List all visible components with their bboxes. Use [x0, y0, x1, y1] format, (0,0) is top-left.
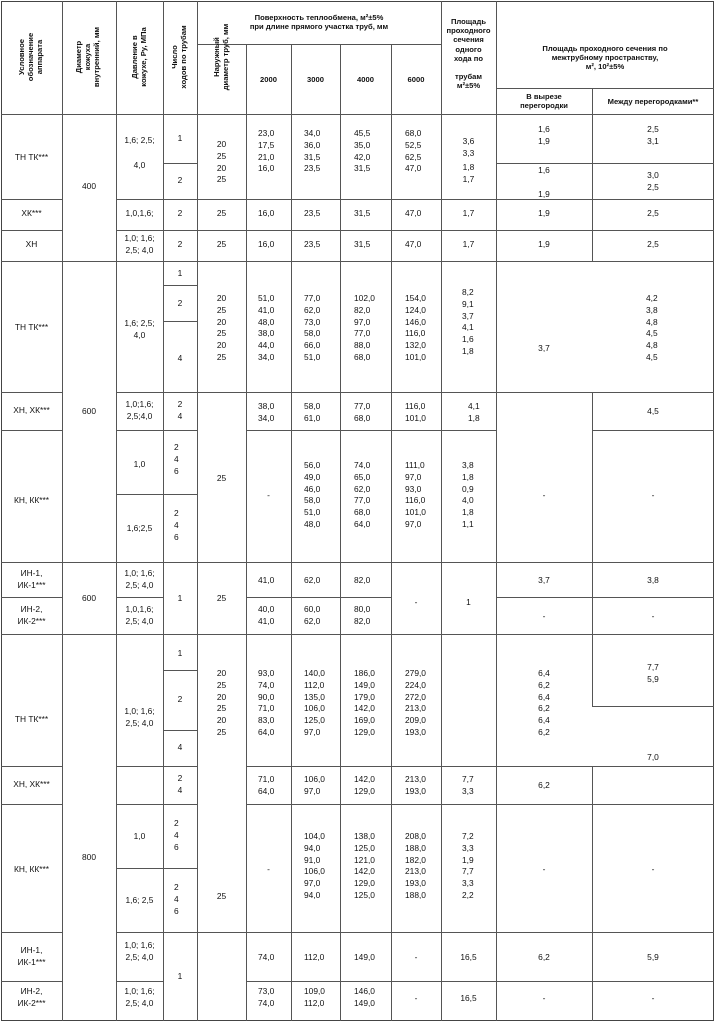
in-cut-cell: 3,7 [538, 343, 550, 353]
header-surface: Поверхность теплообмена, м²±5% при длине прямого участка труб, мм [249, 13, 389, 32]
pressure-cell: 1,6; 2,5; [124, 135, 155, 145]
header-between: Между перегородками** [607, 97, 699, 106]
surface-2000-cell: 93,0 74,0 90,0 71,0 83,0 64,0 [258, 668, 275, 737]
surface-3000-cell: 104,0 94,0 91,0 106,0 97,0 94,0 [304, 831, 325, 900]
surface-2000-cell: 40,0 41,0 [258, 604, 275, 626]
passes-cell: 2 4 6 [174, 818, 179, 852]
between-cell: 5,9 [647, 952, 659, 962]
passes-cell: 2 4 [177, 773, 183, 795]
designation-cell: ИН-1, ИК-1*** [17, 568, 46, 590]
tube-diameter-cell: 20 25 20 25 20 25 [216, 293, 227, 362]
surface-4000-cell: 45,5 35,0 42,0 31,5 [354, 128, 371, 174]
tube-diameter-cell: 25 [216, 239, 227, 249]
surface-2000-cell: 41,0 [258, 575, 275, 585]
surface-2000-cell: 23,0 17,5 21,0 16,0 [258, 128, 275, 174]
pass-area-cell: 3,8 1,8 0,9 4,0 1,8 1,1 [462, 460, 474, 529]
header-passes: Число ходов по трубам [170, 25, 189, 89]
between-cell: 2,5 [647, 208, 659, 218]
pressure-cell: 4,0 [133, 160, 146, 170]
pass-area-cell: 7,2 3,3 1,9 7,7 3,3 2,2 [462, 831, 474, 900]
pass-area-cell: 4,1 1,8 [468, 401, 480, 423]
diameter-cell: 400 [82, 181, 96, 191]
surface-6000-cell: 208,0 188,0 182,0 213,0 193,0 188,0 [405, 831, 426, 900]
between-cell: 4,5 [647, 406, 659, 416]
header-shell-area: Площадь проходного сечения по межтрубному пространству, м², 10²±5% [542, 44, 668, 72]
surface-4000-cell: 31,5 [354, 239, 371, 249]
surface-3000-cell: 34,0 36,0 31,5 23,5 [304, 128, 321, 174]
in-cut-cell: 1,6 1,9 [538, 165, 550, 199]
surface-6000-cell: - [414, 952, 418, 962]
surface-3000-cell: 77,0 62,0 73,0 58,0 66,0 51,0 [304, 293, 321, 362]
surface-2000-cell: 51,0 41,0 48,0 38,0 44,0 34,0 [258, 293, 275, 362]
surface-3000-cell: 56,0 49,0 46,0 58,0 51,0 48,0 [304, 460, 321, 529]
pressure-cell: 1,6; 2,5 [125, 895, 154, 905]
header-len-3000: 3000 [307, 75, 324, 84]
designation-cell: ХК*** [21, 208, 42, 218]
passes-cell: 2 [177, 298, 183, 308]
passes-cell: 2 [177, 694, 183, 704]
between-cell: 3,0 2,5 [647, 170, 659, 192]
in-cut-cell: - [542, 611, 546, 621]
between-cell: - [651, 611, 655, 621]
surface-6000-cell: - [414, 993, 418, 1003]
passes-cell: 2 4 [177, 399, 183, 421]
passes-cell: 2 4 6 [174, 508, 179, 542]
passes-cell: 1 [177, 971, 183, 981]
surface-3000-cell: 112,0 [304, 952, 325, 962]
surface-4000-cell: 146,0 149,0 [354, 986, 375, 1008]
designation-cell: ИН-1, ИК-1*** [17, 945, 46, 967]
pressure-cell: 1,0,1,6; [125, 208, 154, 218]
pressure-cell: 1,6; 2,5; 4,0 [124, 318, 155, 340]
surface-3000-cell: 109,0 112,0 [304, 986, 325, 1008]
surface-3000-cell: 106,0 97,0 [304, 774, 325, 796]
header-designation: Условное обозначение аппарата [17, 32, 45, 82]
surface-3000-cell: 62,0 [304, 575, 321, 585]
passes-cell: 4 [177, 742, 183, 752]
designation-cell: ИН-2, ИК-2*** [17, 986, 46, 1008]
pressure-cell: 1,0; 1,6; 2,5; 4,0 [124, 706, 155, 728]
pressure-cell: 1,0; 1,6; 2,5; 4,0 [124, 986, 155, 1008]
tube-diameter-cell: 25 [216, 593, 227, 603]
pass-area-cell: 1,7 [462, 208, 475, 218]
pass-area-cell: 16,5 [460, 952, 477, 962]
surface-6000-cell: 154,0 124,0 146,0 116,0 132,0 101,0 [405, 293, 426, 362]
surface-4000-cell: 82,0 [354, 575, 371, 585]
surface-4000-cell: 186,0 149,0 179,0 142,0 169,0 129,0 [354, 668, 375, 737]
between-cell: 4,2 3,8 4,8 4,5 4,8 4,5 [646, 293, 658, 362]
pass-area-cell: 1,8 1,7 [462, 162, 475, 184]
surface-2000-cell: - [267, 490, 270, 500]
tube-diameter-cell: 25 [216, 208, 227, 218]
between-cell: 7,7 5,9 [647, 662, 659, 684]
designation-cell: ИН-2, ИК-2*** [17, 604, 46, 626]
surface-6000-cell: 68,0 52,5 62,5 47,0 [405, 128, 422, 174]
tube-diameter-cell: 20 25 20 25 [216, 139, 227, 185]
designation-cell: КН, КК*** [13, 864, 50, 874]
pass-area-cell: 3,6 3,3 [462, 136, 475, 158]
pass-area-cell: 1,7 [462, 239, 475, 249]
pressure-cell: 1,0; 1,6; 2,5; 4,0 [124, 568, 155, 590]
diameter-cell: 600 [82, 593, 96, 603]
surface-4000-cell: 31,5 [354, 208, 371, 218]
in-cut-cell: 3,7 [538, 575, 550, 585]
header-pressure: Давление в кожухе, Ру, МПа [130, 27, 149, 87]
surface-4000-cell: 74,0 65,0 62,0 77,0 68,0 64,0 [354, 460, 371, 529]
surface-4000-cell: 149,0 [354, 952, 375, 962]
passes-cell: 1 [177, 648, 183, 658]
designation-cell: ТН ТК*** [14, 322, 49, 332]
pressure-cell: 1,0,1,6; 2,5; 4,0 [125, 604, 154, 626]
passes-cell: 1 [177, 268, 183, 278]
diameter-cell: 800 [82, 852, 96, 862]
tube-diameter-cell: 25 [216, 891, 227, 901]
between-cell: - [651, 993, 655, 1003]
passes-cell: 2 [177, 208, 183, 218]
pass-area-cell: 1 [466, 597, 471, 607]
tube-diameter-cell: 25 [216, 473, 227, 483]
surface-6000-cell: - [414, 597, 418, 607]
surface-4000-cell: 142,0 129,0 [354, 774, 375, 796]
between-cell: 3,8 [647, 575, 659, 585]
designation-cell: ТН ТК*** [14, 714, 49, 724]
passes-cell: 1 [177, 133, 183, 143]
passes-cell: 1 [177, 593, 183, 603]
passes-cell: 2 [177, 239, 183, 249]
passes-cell: 4 [177, 353, 183, 363]
surface-2000-cell: 38,0 34,0 [258, 401, 275, 423]
between-cell: - [651, 490, 655, 500]
in-cut-cell: - [542, 864, 546, 874]
pass-area-cell: 7,7 3,3 [462, 774, 474, 796]
pressure-cell: 1,6;2,5 [126, 523, 153, 533]
passes-cell: 2 4 6 [174, 882, 179, 916]
surface-4000-cell: 102,0 82,0 97,0 77,0 88,0 68,0 [354, 293, 375, 362]
tube-diameter-cell: 20 25 20 25 20 25 [216, 668, 227, 737]
pressure-cell: 1,0; 1,6; 2,5; 4,0 [124, 233, 155, 255]
in-cut-cell: 6,2 [538, 952, 550, 962]
diameter-cell: 600 [82, 406, 96, 416]
header-len-4000: 4000 [357, 75, 374, 84]
surface-2000-cell: 73,0 74,0 [258, 986, 275, 1008]
surface-6000-cell: 213,0 193,0 [405, 774, 426, 796]
surface-2000-cell: 16,0 [258, 239, 275, 249]
surface-3000-cell: 58,0 61,0 [304, 401, 321, 423]
in-cut-cell: 6,2 [538, 780, 550, 790]
surface-2000-cell: - [267, 864, 270, 874]
between-cell: 2,5 [647, 239, 659, 249]
in-cut-cell: 1,9 [538, 239, 550, 249]
designation-cell: ХН, ХК*** [13, 779, 50, 789]
surface-2000-cell: 71,0 64,0 [258, 774, 275, 796]
header-pass-area: Площадь проходного сечения одного хода по трубам м²±5% [446, 17, 491, 91]
designation-cell: ХН [25, 239, 38, 249]
between-cell: 7,0 [647, 752, 659, 762]
pressure-cell: 1,0; 1,6; 2,5; 4,0 [124, 940, 155, 962]
in-cut-cell: 1,9 [538, 208, 550, 218]
header-len-2000: 2000 [260, 75, 277, 84]
between-cell: - [651, 864, 655, 874]
surface-4000-cell: 77,0 68,0 [354, 401, 371, 423]
pressure-cell: 1,0 [133, 831, 146, 841]
surface-3000-cell: 140,0 112,0 135,0 106,0 125,0 97,0 [304, 668, 325, 737]
designation-cell: ХН, ХК*** [13, 405, 50, 415]
designation-cell: КН, КК*** [13, 495, 50, 505]
header-in-cut: В вырезе перегородки [520, 92, 568, 111]
header-diameter: Диаметр кожуха внутренний, мм [74, 26, 102, 88]
surface-3000-cell: 23,5 [304, 208, 321, 218]
surface-6000-cell: 116,0 101,0 [405, 401, 426, 423]
in-cut-cell: 1,6 1,9 [538, 124, 550, 146]
pass-area-cell: 16,5 [460, 993, 477, 1003]
header-len-6000: 6000 [407, 75, 425, 84]
surface-3000-cell: 60,0 62,0 [304, 604, 321, 626]
surface-2000-cell: 16,0 [258, 208, 275, 218]
in-cut-cell: - [542, 490, 546, 500]
pressure-cell: 1,0 [133, 459, 146, 469]
surface-6000-cell: 111,0 97,0 93,0 116,0 101,0 97,0 [405, 460, 426, 529]
surface-2000-cell: 74,0 [258, 952, 275, 962]
header-tube-diameter: Наружный диаметр труб, мм [212, 23, 231, 91]
between-cell: 2,5 3,1 [647, 124, 659, 146]
surface-4000-cell: 80,0 82,0 [354, 604, 371, 626]
passes-cell: 2 4 6 [174, 442, 179, 476]
passes-cell: 2 [177, 175, 183, 185]
surface-6000-cell: 47,0 [405, 239, 422, 249]
in-cut-cell: 6,4 6,2 6,4 6,2 6,4 6,2 [538, 668, 550, 737]
designation-cell: ТН ТК*** [14, 152, 49, 162]
pass-area-cell: 8,2 9,1 3,7 4,1 1,6 1,8 [462, 287, 474, 356]
surface-4000-cell: 138,0 125,0 121,0 142,0 129,0 125,0 [354, 831, 375, 900]
in-cut-cell: - [542, 993, 546, 1003]
pressure-cell: 1,0;1,6; 2,5;4,0 [125, 399, 154, 421]
surface-6000-cell: 47,0 [405, 208, 422, 218]
surface-6000-cell: 279,0 224,0 272,0 213,0 209,0 193,0 [405, 668, 426, 737]
surface-3000-cell: 23,5 [304, 239, 321, 249]
